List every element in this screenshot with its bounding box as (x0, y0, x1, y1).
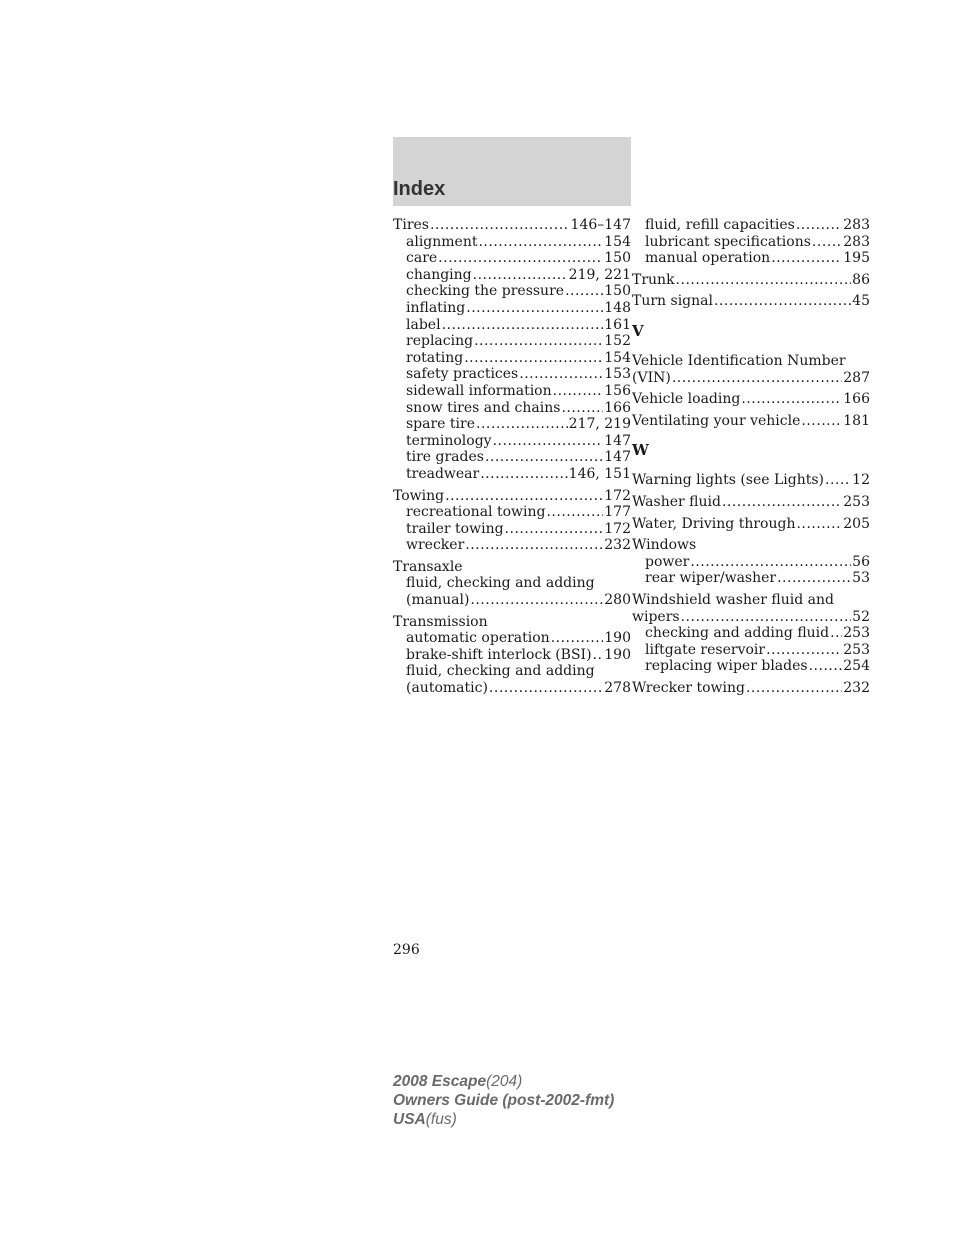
dot-leader (825, 472, 851, 489)
index-page-ref: 283 (843, 233, 870, 250)
index-term: power (645, 553, 690, 570)
index-entry-turn-signal (632, 293, 870, 310)
dot-leader (777, 570, 851, 587)
index-page-ref: 56 (852, 553, 870, 570)
index-entry-towing (393, 488, 631, 505)
dot-leader (478, 234, 603, 251)
index-term: Towing (393, 487, 445, 504)
index-term: checking the pressure (406, 283, 565, 300)
index-entry-windshield: Windshield washer fluid and (632, 591, 834, 608)
index-subentry (393, 521, 631, 538)
index-subentry-text: fluid, checking and adding (406, 575, 595, 592)
index-entry-water-driving (632, 516, 870, 533)
index-subentry (393, 680, 631, 697)
index-subentry (393, 433, 631, 450)
index-term: spare tire (406, 416, 476, 433)
index-term: snow tires and chains (406, 399, 561, 416)
index-page-ref: 280 (604, 592, 631, 609)
dot-leader (489, 680, 603, 697)
index-term: automatic operation (406, 630, 550, 647)
index-page-ref: 219, 221 (568, 266, 631, 283)
index-term: Vehicle loading (632, 391, 741, 408)
page-number: 296 (393, 942, 420, 958)
dot-leader (470, 592, 603, 609)
index-entry-wrecker-towing (632, 680, 870, 697)
index-subentry (393, 400, 631, 417)
index-subentry (393, 283, 631, 300)
dot-leader (801, 413, 842, 430)
index-term: replacing (406, 333, 474, 350)
index-term: (VIN) (632, 369, 671, 386)
index-subentry (393, 317, 631, 334)
index-term: recreational towing (406, 504, 546, 521)
index-entry-vin-cont (632, 370, 870, 387)
letter-heading-w: W (632, 441, 649, 460)
index-subentry (393, 350, 631, 367)
index-page-ref: 147 (604, 449, 631, 466)
dot-leader (812, 234, 842, 251)
index-page-ref: 195 (843, 250, 870, 267)
dot-leader (493, 433, 604, 450)
dot-leader (796, 217, 842, 234)
index-page-ref: 146–147 (570, 217, 631, 233)
dot-leader (676, 272, 852, 289)
index-page-ref: 190 (604, 646, 631, 663)
dot-leader (565, 283, 603, 300)
index-term: sidewall information (406, 382, 552, 399)
index-subentry (632, 642, 870, 659)
dot-leader (553, 383, 604, 400)
index-page-ref: 287 (843, 369, 870, 386)
index-subentry (393, 416, 631, 433)
dot-leader (551, 630, 604, 647)
footer-line-3 (393, 1110, 614, 1129)
index-page-ref: 154 (604, 349, 631, 366)
dot-leader (681, 609, 852, 626)
footer-model: 2008 Escape (393, 1073, 487, 1090)
dot-leader (485, 449, 603, 466)
index-term: wipers (632, 608, 680, 625)
index-term: alignment (406, 233, 478, 250)
index-page-ref: 147 (604, 432, 631, 449)
index-subentry (393, 366, 631, 383)
index-subentry-text: fluid, checking and adding (406, 663, 595, 680)
index-page-ref: 150 (604, 250, 631, 267)
footer-market: USA (393, 1111, 426, 1128)
dot-leader (505, 521, 604, 538)
dot-leader (809, 658, 843, 675)
index-subentry (393, 647, 631, 664)
index-term: rotating (406, 349, 464, 366)
dot-leader (672, 370, 842, 387)
index-page-ref: 177 (604, 504, 631, 521)
dot-leader (442, 317, 604, 334)
index-page-ref: 232 (843, 679, 870, 696)
index-page-ref: 278 (604, 680, 631, 697)
index-entry-warning-lights (632, 472, 870, 489)
index-term: Water, Driving through (632, 515, 796, 532)
index-term: label (406, 316, 441, 333)
index-page-ref: 152 (604, 333, 631, 350)
index-page-ref: 148 (604, 299, 631, 316)
dot-leader (593, 647, 604, 664)
index-subentry (393, 267, 631, 284)
dot-leader (746, 680, 842, 697)
dot-leader (465, 537, 603, 554)
index-term: Wrecker towing (632, 679, 745, 696)
index-term: Tires (393, 217, 429, 233)
index-term: brake-shift interlock (BSI) (406, 646, 592, 663)
index-subentry (393, 504, 631, 521)
index-page-ref: 166 (604, 399, 631, 416)
index-page-ref: 190 (604, 630, 631, 647)
index-column-right (632, 217, 870, 696)
dot-leader (714, 293, 851, 310)
index-term: Washer fluid (632, 493, 721, 510)
index-subentry (632, 217, 870, 234)
index-subentry (393, 449, 631, 466)
index-entry-windshield-cont (632, 609, 870, 626)
index-term: terminology (406, 432, 492, 449)
index-term: safety practices (406, 366, 519, 383)
dot-leader (474, 333, 603, 350)
index-term: care (406, 250, 438, 267)
dot-leader (464, 350, 603, 367)
index-term: replacing wiper blades (645, 658, 808, 675)
index-subentry (632, 554, 870, 571)
index-page-ref: 205 (843, 515, 870, 532)
footer-model-code: (204) (486, 1073, 523, 1090)
dot-leader (546, 504, 603, 521)
index-page-ref: 181 (843, 412, 870, 429)
index-page-ref: 45 (852, 293, 870, 310)
index-subentry (393, 383, 631, 400)
index-subentry (393, 333, 631, 350)
index-entry-trunk (632, 272, 870, 289)
dot-leader (771, 250, 842, 267)
index-subentry (393, 250, 631, 267)
index-page-ref: 172 (604, 487, 631, 504)
dot-leader (766, 642, 842, 659)
index-term: checking and adding fluid (645, 625, 830, 642)
index-term: Turn signal (632, 293, 713, 310)
dot-leader (796, 516, 842, 533)
dot-leader (466, 300, 603, 317)
index-page-ref: 253 (843, 641, 870, 658)
index-subentry (632, 250, 870, 267)
index-subentry (393, 592, 631, 609)
index-page-ref: 217, 219 (568, 416, 631, 433)
index-page-ref: 161 (604, 316, 631, 333)
dot-leader (519, 366, 603, 383)
index-term: changing (406, 266, 472, 283)
footer-line-2: Owners Guide (post-2002-fmt) (393, 1092, 615, 1109)
index-term: liftgate reservoir (645, 641, 766, 658)
index-subentry (632, 234, 870, 251)
index-page-ref: 86 (852, 271, 870, 288)
dot-leader (445, 488, 603, 505)
index-subentry (632, 658, 870, 675)
index-subentry (393, 630, 631, 647)
index-term: lubricant specifications (645, 233, 811, 250)
index-term: treadwear (406, 465, 480, 482)
index-page-ref: 283 (843, 217, 870, 233)
index-page-ref: 154 (604, 233, 631, 250)
index-page-ref: 12 (852, 472, 870, 489)
index-page-ref: 150 (604, 283, 631, 300)
index-page-ref: 253 (843, 625, 870, 642)
index-term: rear wiper/washer (645, 570, 777, 587)
index-page-ref: 52 (852, 608, 870, 625)
index-subentry (632, 570, 870, 587)
dot-leader (690, 554, 851, 571)
index-term: wrecker (406, 537, 465, 554)
index-page-ref: 156 (604, 382, 631, 399)
dot-leader (476, 416, 568, 433)
index-subentry (393, 300, 631, 317)
document-footer (393, 1072, 614, 1129)
index-entry-tires (393, 217, 631, 234)
index-term: (manual) (406, 592, 470, 609)
page-title: Index (393, 178, 446, 200)
index-entry-windows: Windows (632, 537, 697, 554)
index-term: Ventilating your vehicle (632, 412, 801, 429)
index-term: fluid, refill capacities (645, 217, 795, 233)
index-term: Trunk (632, 271, 675, 288)
index-page-ref: 146, 151 (568, 465, 631, 482)
index-page-ref: 232 (604, 537, 631, 554)
index-subentry (393, 234, 631, 251)
index-entry-transaxle: Transaxle (393, 558, 463, 575)
index-entry-vehicle-loading (632, 391, 870, 408)
index-term: trailer towing (406, 520, 504, 537)
index-entry-washer-fluid (632, 494, 870, 511)
dot-leader (430, 217, 570, 234)
index-column-left (393, 217, 631, 697)
index-page-ref: 172 (604, 520, 631, 537)
footer-market-code: (fus) (425, 1111, 457, 1128)
index-entry-transmission: Transmission (393, 613, 488, 630)
index-entry-ventilating (632, 413, 870, 430)
index-subentry (393, 466, 631, 483)
index-page-ref: 166 (843, 391, 870, 408)
dot-leader (722, 494, 842, 511)
index-page-ref: 254 (843, 658, 870, 675)
index-term: Warning lights (see Lights) (632, 472, 825, 489)
letter-heading-v: V (632, 321, 644, 340)
index-term: (automatic) (406, 680, 488, 697)
index-page-ref: 153 (604, 366, 631, 383)
dot-leader (480, 466, 567, 483)
index-subentry (393, 537, 631, 554)
index-term: inflating (406, 299, 466, 316)
index-term: manual operation (645, 250, 771, 267)
index-entry-vin: Vehicle Identification Number (632, 352, 846, 369)
dot-leader (741, 391, 842, 408)
index-page-ref: 53 (852, 570, 870, 587)
dot-leader (438, 250, 603, 267)
index-subentry (632, 625, 870, 642)
dot-leader (561, 400, 603, 417)
index-term: tire grades (406, 449, 484, 466)
index-page-ref: 253 (843, 493, 870, 510)
dot-leader (830, 625, 842, 642)
dot-leader (473, 267, 568, 284)
footer-line-1 (393, 1072, 614, 1091)
